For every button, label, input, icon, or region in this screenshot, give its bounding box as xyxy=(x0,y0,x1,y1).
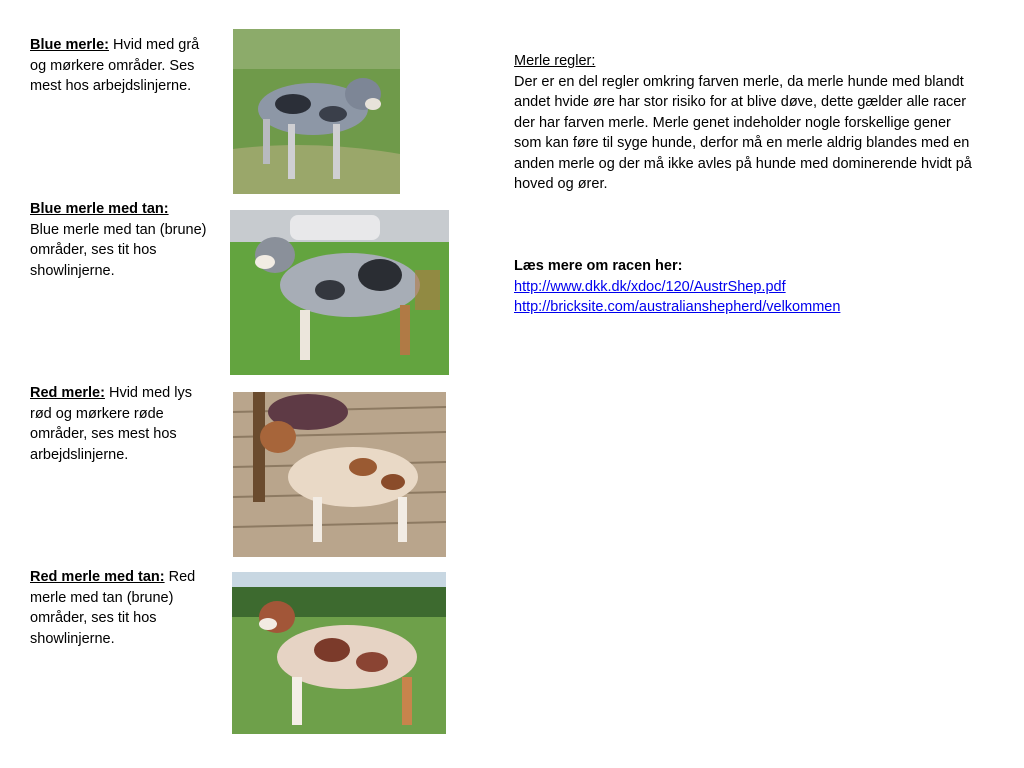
variant-heading: Red merle med tan: xyxy=(30,569,165,585)
variant-description: Hvid med grå og mørkere områder. Ses mest hos arbejdslinjerne. xyxy=(30,37,200,94)
variant-red-merle-tan xyxy=(30,567,210,649)
variant-description: Hvid med lys rød og mørkere røde områder, ses mest hos arbejdslinjerne. xyxy=(30,385,192,463)
rules-body: Der er en del regler omkring farven merle, da merle hunde med blandt andet hvide øre har stor risiko for at blive døve, dette gælder alle racer der har farven merle. Merle genet indeholder nogle forskellige gener som kan føre til syge hunde, derfor må en merle aldrig blandes med en anden merle og der må ikke avles på hunde med dominerende hvidt på hoved og ører. xyxy=(514,73,972,192)
variant-blue-merle xyxy=(30,35,210,97)
dkk-link[interactable]: http://www.dkk.dk/xdoc/120/AustrShep.pdf xyxy=(514,278,786,295)
variant-blue-merle-tan xyxy=(30,199,210,281)
rules-title: Merle regler: xyxy=(514,53,596,69)
red-merle-dog-photo xyxy=(233,392,446,557)
variant-red-merle xyxy=(30,383,210,465)
variant-heading: Blue merle med tan: xyxy=(30,201,169,217)
merle-rules-section xyxy=(514,51,974,195)
read-more-title: Læs mere om racen her: xyxy=(514,258,683,274)
variant-heading: Red merle: xyxy=(30,385,105,401)
variant-description: Red merle med tan (brune) områder, ses tit hos showlinjerne. xyxy=(30,569,196,647)
blue-merle-tan-dog-photo xyxy=(230,210,449,375)
variant-description: Blue merle med tan (brune) områder, ses tit hos showlinjerne. xyxy=(30,221,207,279)
blue-merle-dog-photo xyxy=(233,29,400,194)
red-merle-tan-dog-photo xyxy=(232,572,446,734)
bricksite-link[interactable]: http://bricksite.com/australianshepherd/velkommen xyxy=(514,299,841,315)
read-more-section xyxy=(514,256,974,318)
variant-heading: Blue merle: xyxy=(30,37,109,53)
